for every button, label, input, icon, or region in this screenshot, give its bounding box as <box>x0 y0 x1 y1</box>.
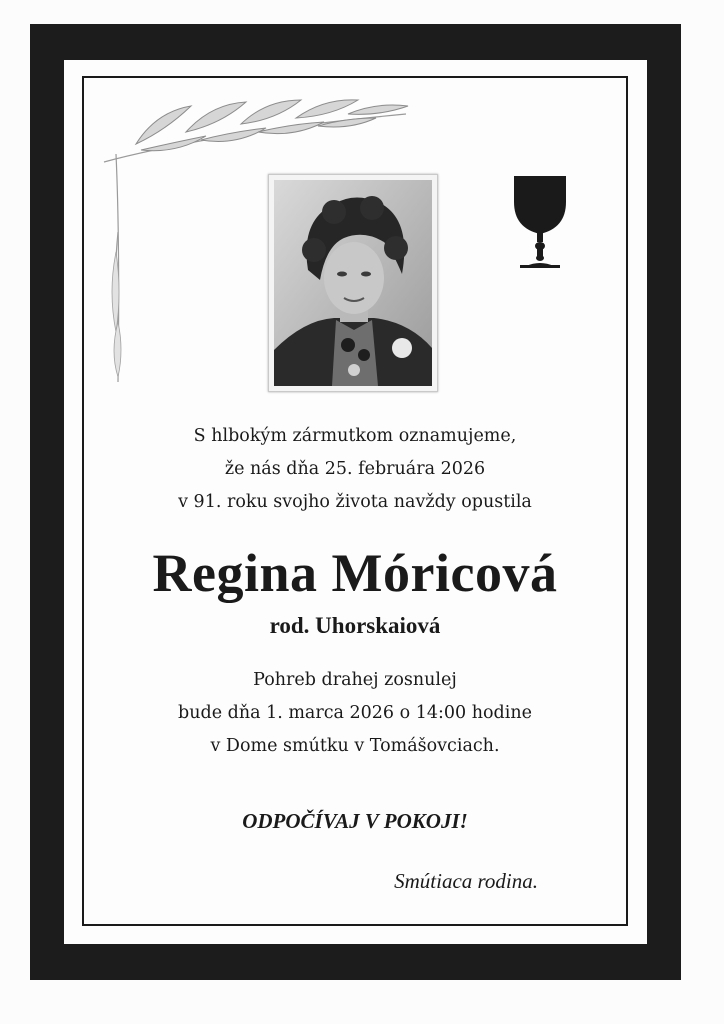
family-signature: Smútiaca rodina. <box>394 869 538 893</box>
funeral-line: bude dňa 1. marca 2026 o 14:00 hodine <box>178 703 532 723</box>
portrait-photo <box>268 174 438 392</box>
intro-line: v 91. roku svojho života navždy opustila <box>178 492 532 512</box>
funeral-details <box>82 664 628 763</box>
rest-in-peace: ODPOČÍVAJ V POKOJI! <box>242 809 468 833</box>
deceased-name: Regina Móricová <box>152 543 558 603</box>
maiden-name: rod. Uhorskaiová <box>269 613 441 638</box>
intro-line: že nás dňa 25. februára 2026 <box>224 459 486 479</box>
announcement-intro <box>82 420 628 519</box>
chalice-icon <box>512 172 568 272</box>
funeral-line: v Dome smútku v Tomášovciach. <box>210 736 500 756</box>
intro-line: S hlbokým zármutkom oznamujeme, <box>193 426 517 446</box>
funeral-line: Pohreb drahej zosnulej <box>253 670 457 690</box>
